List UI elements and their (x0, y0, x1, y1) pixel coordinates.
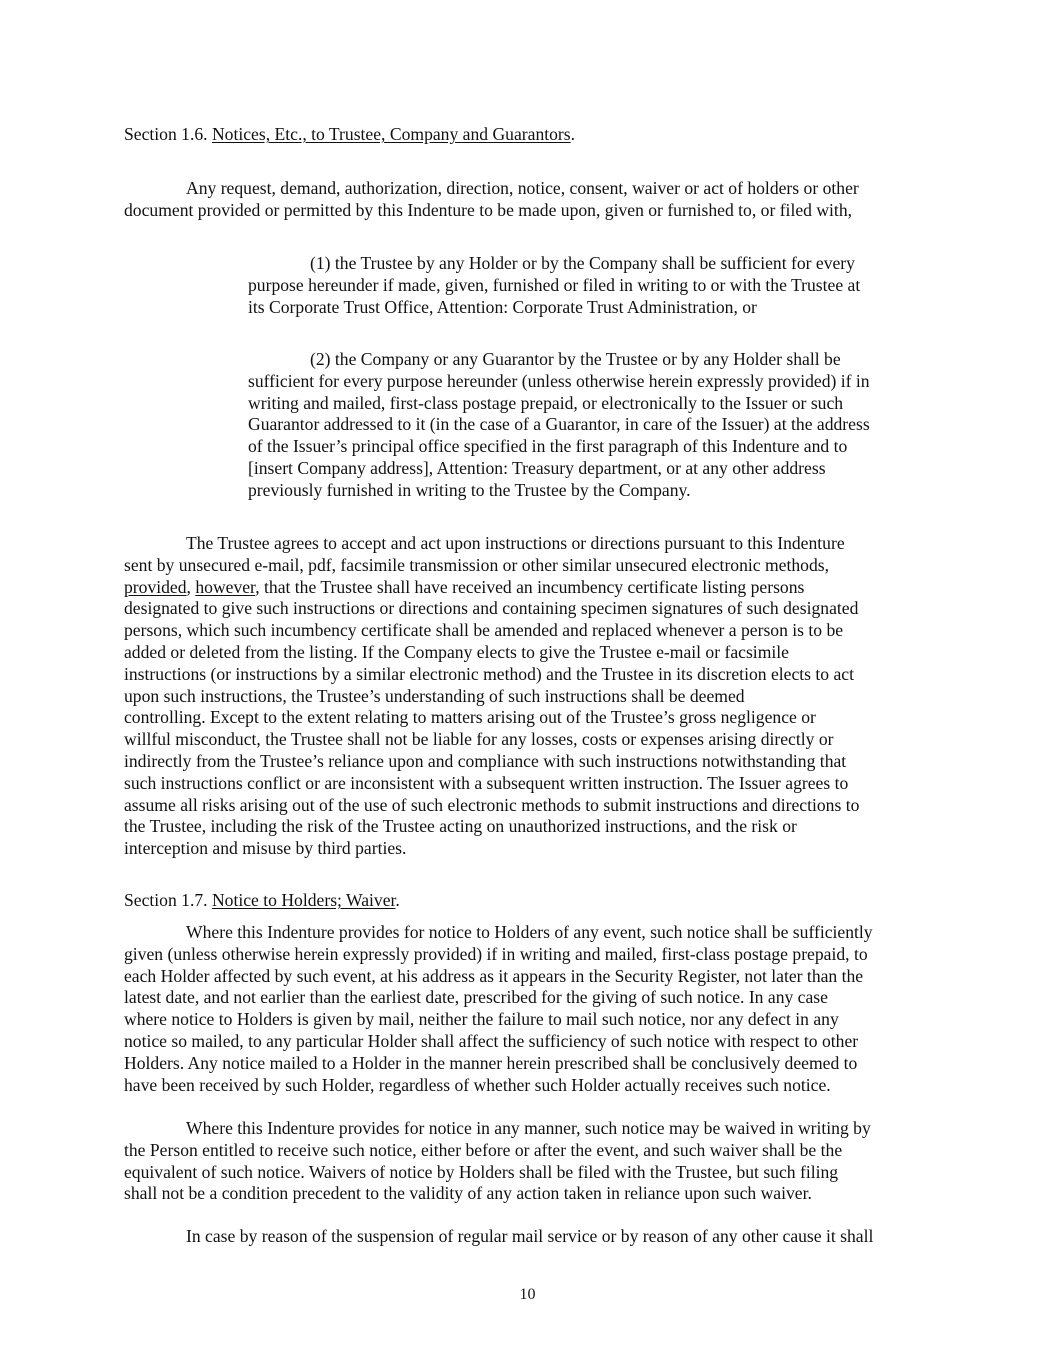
text-line: assume all risks arising out of the use of such electronic methods to submit instructions and directions to (124, 794, 860, 815)
text-line: Where this Indenture provides for notice in any manner, such notice may be waived in writing by (186, 1118, 871, 1138)
text-line: notice so mailed, to any particular Holder shall affect the sufficiency of such notice with respect to other (124, 1030, 859, 1051)
item-1-paragraph (248, 253, 932, 318)
however-term: however (195, 576, 256, 597)
section-1-7-label: Section 1.7. (124, 890, 208, 910)
text-line: such instructions conflict or are inconsistent with a subsequent written instruction. The Issuer agrees to (124, 772, 849, 793)
text-line: indirectly from the Trustee’s reliance upon and compliance with such instructions notwithstanding that (124, 750, 847, 771)
text-line: Where this Indenture provides for notice to Holders of any event, such notice shall be sufficiently (186, 922, 873, 942)
text-line: (1) the Trustee by any Holder or by the Company shall be sufficient for every (310, 253, 855, 273)
text-line: purpose hereunder if made, given, furnished or filed in writing to or with the Trustee at (248, 274, 861, 295)
text-line: latest date, and not earlier than the earliest date, prescribed for the giving of such notice. In any case (124, 987, 828, 1008)
text-line: shall not be a condition precedent to the validity of any action taken in reliance upon such waiver. (124, 1183, 812, 1204)
text-line: Any request, demand, authorization, direction, notice, consent, waiver or act of holders or other (186, 178, 859, 198)
section-1-6-label: Section 1.6. (124, 124, 208, 144)
trustee-instructions-paragraph (124, 533, 930, 860)
text-line: the Person entitled to receive such notice, either before or after the event, and such waiver shall be the (124, 1139, 843, 1160)
text-line: persons, which such incumbency certificate shall be amended and replaced whenever a person is to be (124, 620, 844, 641)
section-1-7-title: Notice to Holders; Waiver (211, 890, 396, 910)
text-line: writing and mailed, first-class postage prepaid, or electronically to the Issuer or such (248, 392, 844, 413)
page-number: 10 (519, 1286, 536, 1303)
section-1-6-heading: Section 1.6. Notices, Etc., to Trustee, Company and Guarantors. (124, 124, 576, 144)
text-line: The Trustee agrees to accept and act upon instructions or directions pursuant to this Indenture (186, 533, 845, 553)
text-line: of the Issuer’s principal office specified in the first paragraph of this Indenture and to (248, 436, 848, 457)
text-line: interception and misuse by third parties. (124, 838, 407, 859)
text-line: instructions (or instructions by a similar electronic method) and the Trustee in its discretion elects to act (124, 663, 854, 684)
text-fragment: , that the Trustee shall have received an incumbency certificate listing persons (255, 576, 805, 597)
section-1-6-intro-paragraph (124, 178, 930, 222)
notice-to-holders-paragraph (124, 922, 930, 1096)
mail-suspension-paragraph (124, 1226, 930, 1248)
text-line: willful misconduct, the Trustee shall not be liable for any losses, costs or expenses arising directly or (124, 729, 834, 750)
section-1-7-heading: Section 1.7. Notice to Holders; Waiver. (124, 890, 400, 910)
text-line: provided, however, that the Trustee shall have received an incumbency certificate listing persons (124, 576, 805, 597)
text-line: equivalent of such notice. Waivers of notice by Holders shall be filed with the Trustee, but such filing (124, 1161, 839, 1182)
text-line: each Holder affected by such event, at his address as it appears in the Security Register, not later than the (124, 965, 864, 986)
text-line: upon such instructions, the Trustee’s understanding of such instructions shall be deemed (124, 685, 745, 706)
text-line: In case by reason of the suspension of regular mail service or by reason of any other cause it shall (186, 1226, 874, 1246)
text-line: where notice to Holders is given by mail, neither the failure to mail such notice, nor any defect in any (124, 1009, 839, 1030)
text-line: have been received by such Holder, regardless of whether such Holder actually receives such notice. (124, 1074, 831, 1095)
text-line: (2) the Company or any Guarantor by the Trustee or by any Holder shall be (310, 349, 841, 369)
text-line: added or deleted from the listing. If the Company elects to give the Trustee e-mail or facsimile (124, 641, 789, 662)
section-1-6-title: Notices, Etc., to Trustee, Company and Guarantors (211, 124, 571, 144)
text-line: Holders. Any notice mailed to a Holder in the manner herein prescribed shall be conclusively deemed to (124, 1052, 858, 1073)
text-line: document provided or permitted by this Indenture to be made upon, given or furnished to, or filed with, (124, 199, 853, 220)
text-line: designated to give such instructions or directions and containing specimen signatures of such designated (124, 598, 859, 619)
text-line: given (unless otherwise herein expressly provided) if in writing and mailed, first-class postage prepaid, to (124, 943, 868, 964)
text-line: sent by unsecured e-mail, pdf, facsimile transmission or other similar unsecured electronic methods, (124, 554, 830, 575)
text-line: controlling. Except to the extent relating to matters arising out of the Trustee’s gross negligence or (124, 707, 816, 728)
text-line: Guarantor addressed to it (in the case of a Guarantor, in care of the Issuer) at the address (248, 414, 870, 435)
text-line: previously furnished in writing to the Trustee by the Company. (248, 479, 691, 500)
waiver-paragraph (124, 1118, 930, 1205)
text-line: the Trustee, including the risk of the Trustee acting on unauthorized instructions, and the risk or (124, 816, 797, 837)
text-line: sufficient for every purpose hereunder (unless otherwise herein expressly provided) if in (248, 370, 870, 391)
text-line: [insert Company address], Attention: Treasury department, or at any other address (248, 457, 826, 478)
text-line: its Corporate Trust Office, Attention: Corporate Trust Administration, or (248, 296, 757, 317)
item-2-paragraph (248, 349, 932, 502)
provided-term: provided (124, 576, 187, 597)
